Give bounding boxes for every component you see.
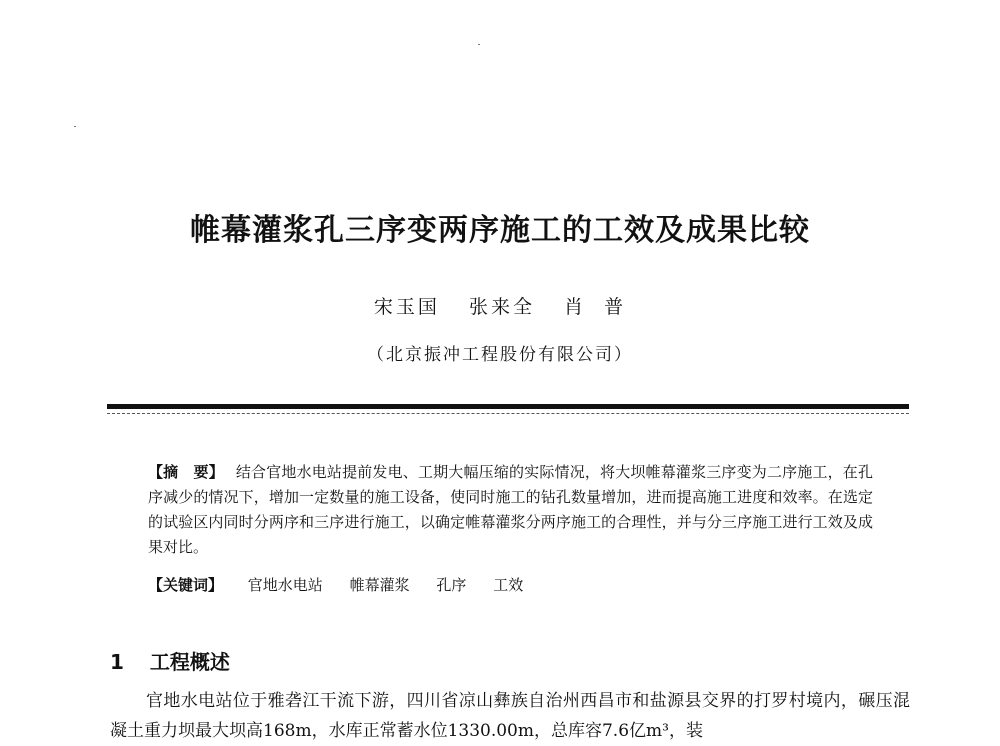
author-name: 宋玉国 [373, 296, 440, 318]
keyword: 孔序 [436, 576, 467, 594]
section-title: 工程概述 [149, 650, 230, 674]
keywords-label: 【关键词】 [148, 576, 224, 594]
header-divider-thin [107, 413, 909, 414]
keyword: 官地水电站 [247, 576, 323, 594]
header-divider-thick [107, 404, 909, 409]
scan-speck [478, 44, 480, 45]
keyword: 帷幕灌浆 [349, 576, 410, 594]
abstract [148, 460, 873, 560]
keywords [148, 573, 873, 598]
paper-title: 帷幕灌浆孔三序变两序施工的工效及成果比较 [190, 213, 810, 248]
scan-speck [74, 126, 76, 127]
section-number: 1 [110, 650, 124, 674]
body-paragraph: 官地水电站位于雅砻江干流下游，四川省凉山彝族自治州西昌市和盐源县交界的打罗村境内，碾压混凝土重力坝最大坝高168m，水库正常蓄水位1330.00m，总库容7.6亿m³，装 [110, 691, 910, 741]
author-name: 张来全 [468, 296, 535, 318]
abstract-label: 【摘 要】 [148, 463, 224, 481]
keyword: 工效 [493, 576, 524, 594]
section-heading [110, 646, 230, 675]
author-name: 肖 普 [564, 296, 627, 318]
affiliation: （北京振冲工程股份有限公司） [367, 345, 633, 365]
author-list [0, 292, 1000, 319]
abstract-text: 结合官地水电站提前发电、工期大幅压缩的实际情况，将大坝帷幕灌浆三序变为二序施工，在孔序减少的情况下，增加一定数量的施工设备，使同时施工的钻孔数量增加，进而提高施工进度和效率。在选定的试验区内同时分两序和三序进行施工，以确定帷幕灌浆分两序施工的合理性，并与分三序施工进行工效及成果对比。 [148, 463, 873, 556]
